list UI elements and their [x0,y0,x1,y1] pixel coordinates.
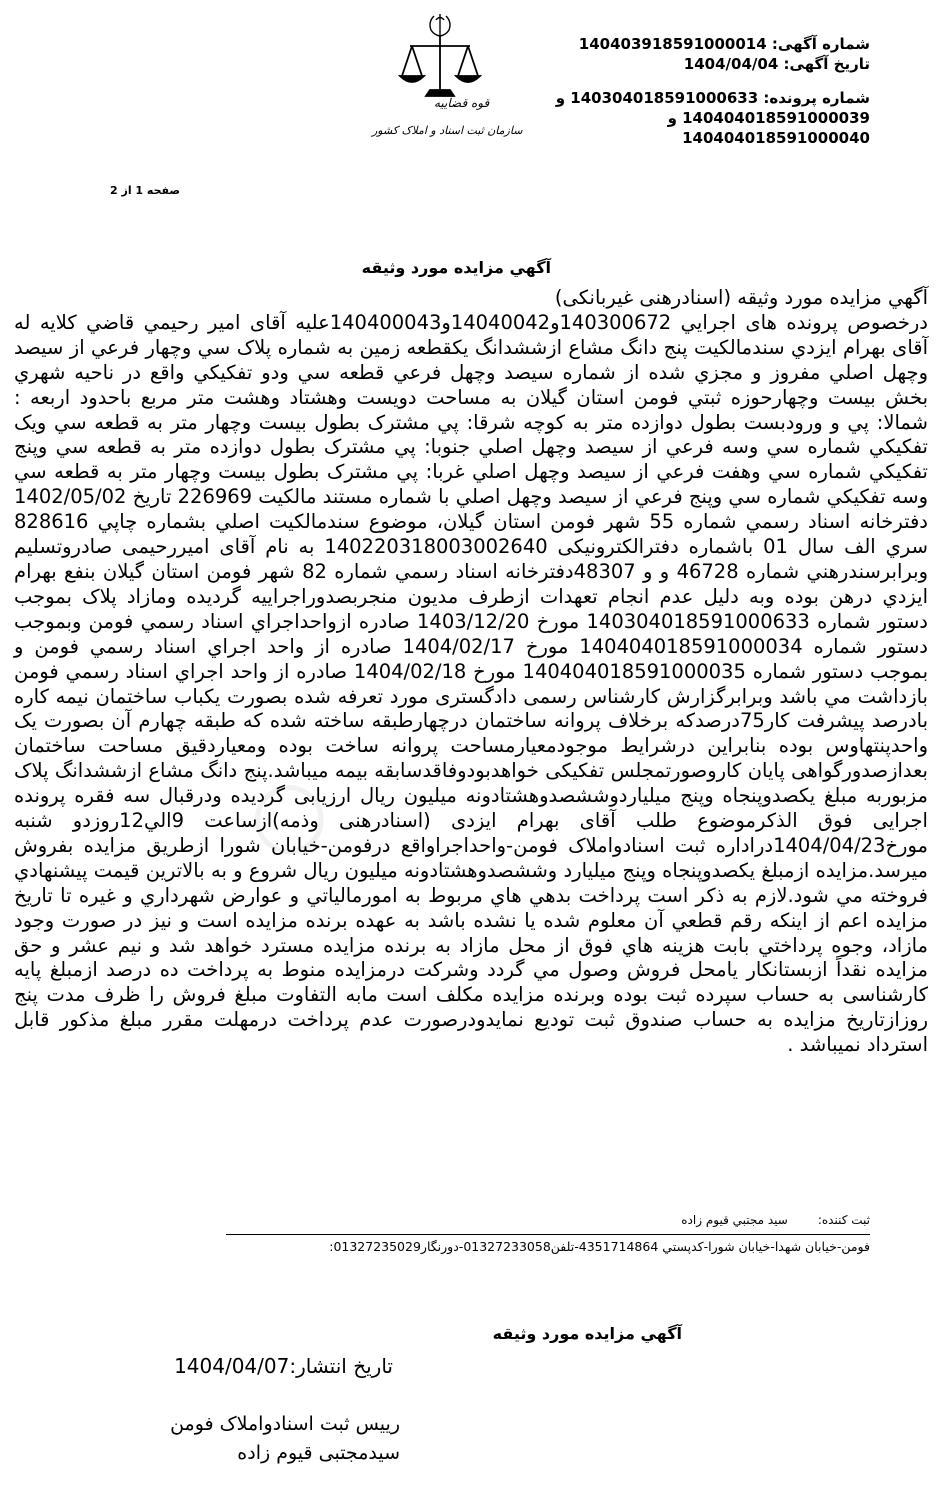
ad-number: 140403918591000014 [578,35,767,53]
emblem-caption-organization: سازمان ثبت اسناد و املاک کشور [372,124,523,137]
notice-subtitle: آگهي مزايده مورد وثيقه (اسنادرهنی غيربانکی) [554,286,928,309]
ad-date-label: تاریخ آگهی: [783,55,870,73]
case-number: 14040401859100004‌0 [682,129,870,147]
page-indicator: صفحه 1 از 2 [110,184,181,197]
notice-paragraph: درخصوص پرونده های اجرايي 140300672و14040042و140400043عليه آقای امير رحيمي قاضي کلايه له آقای بهرام ايزدي سندمالکيت پنج دانگ مشاع ازششدانگ يکقطعه زمين به شماره پلاک سي وچهار فرعي از سيصد وچهل اصلي مفروز و مجزي شده از شماره سيصد وچهل فرعي قطعه سي ودو تفکيکي واقع در ناحيه شهري بخش بيست وچهارحوزه ثبتي فومن استان گيلان به مساحت دويست وهشتاد وهشت متر مربع باحدود اربعه : شمالا: پي و ورودبست بطول دوازده متر به کوچه شرقا: پي مشترک بطول بيست وچهار متر به قطعه سي ويک تفکيکي شماره سي وسه فرعي از سيصد وچهل اصلي جنوبا: پي مشترک بطول دوازده متر به قطعه سي وپنج تفکيکي شماره سي وهفت فرعي از سيصد وچهل اصلي غربا: پي مشترک بطول بيست وچهار متر به قطعه سي وسه تفکيکي شماره سي وپنج فرعي از سيصد وچهل اصلي با شماره مستند مالکيت 226969 تاريخ 1402/05/02 دفترخانه اسناد رسمي شماره 55 شهر فومن استان گيلان، موضوع سندمالکيت اصلي بشماره چاپي 828616 سري الف سال 01 باشماره دفترالکترونيکی 140220318003002640 به نام آقای اميررحيمی صادروتسليم وبرابرسندرهني شماره 46728 و و 48307دفترخانه اسناد رسمي شماره 82 شهر فومن استان گيلان بنفع بهرام ايزدي درهن بوده وبه دليل عدم انجام تعهدات ازطرف مديون منجربصدوراجراييه گرديده ومازاد پلاک بموجب دستور شماره 140304018591000633 مورخ 1403/12/20 صادره ازواحداجراي اسناد رسمي فومن وبموجب دستور شماره 140404018591000034 مورخ 1404/02/17 صادره از واحد اجراي اسناد رسمي فومن و بموجب دستور شماره 140404018591000035 مورخ 1404/02/18 صادره از واحد اجراي اسناد رسمي فومن بازداشت مي باشد وبرابرگزارش کارشناس رسمی دادگستری مورد تعرفه شده بصورت يکباب ساختمان نيمه کاره بادرصد پيشرفت کار75درصدکه برخلاف پروانه ساختمان درچهارطبقه ساخته شده که طبقه چهارم آن بصورت يک واحدپنتهاوس بوده بنابراين درشرايط موجودمعيارمساحت پروانه ساخت بوده ومعياردقيق مساحت ساختمان بعدازصدورگواهی پايان کاروصورتمجلس تفکيکی خواهدبودوفاقدسابقه بيمه ميباشد.پنج دانگ مشاع ازششدانگ پلاک مزبوربه مبلغ يکصدوپنجاه وپنج ميلياردوششصدوهشتادونه ميليون ريال ارزيابی گرديده ودرقبال سه فقره پرونده اجرايی فوق الذکرموضوع طلب آقای بهرام ايزدی (اسنادرهنی وذمه)ازساعت 9الي12روزدو شنبه مورخ1404/04/23دراداره ثبت اسنادواملاک فومن-واحداجراواقع درفومن-خيابان شورا ازطريق مزايده بفروش ميرسد.مزايده ازمبلغ يکصدوپنجاه وپنج ميليارد وششصدوهشتادونه ميليون ريال شروع و به بالاترين قيمت پيشنهادي فروخته مي شود.لازم به ذکر است پرداخت بدهي هاي مربوط به امورمالياتي و عوارض شهرداري و غيره تا تاريخ مزايده اعم از اينکه رقم قطعي آن معلوم شده يا نشده باشد به عهده برنده مزايده است و نيز در صورت وجود مازاد، وجوه پرداختي بابت هزينه هاي فوق از محل مازاد به برنده مزايده مسترد خواهد شد و نيم عشر و حق مزايده نقداً ازبستانکار يامحل فروش وصول مي گردد وشرکت درمزايده منوط به پرداخت ده درصد ازمبلغ پايه کارشناسی به حساب سپرده ثبت بوده وبرنده مزايده مکلف است مابه التفاوت مبلغ فروش را ظرف مدت پنج روزازتاريخ مزايده به حساب صندوق ثبت توديع نمايدودرصورت عدم پرداخت درمهلت مقرر مبلغ مذکور قابل استرداد نميباشد . [14,310,928,1057]
ad-date: 1404/04/04 [683,55,779,73]
watermark: ○ [250,760,329,865]
office-address: فومن-خيابان شهدا-خيابان شورا-کدپستي 4351714864-تلفن01327233058-دورنگار01327235029: [329,1239,870,1254]
notice-body [14,286,928,1058]
ad-number-label: شماره آگهی: [771,35,870,53]
ad-metadata [530,34,870,148]
case-number: 14040401859100003‌9 و [667,109,870,127]
case-number-row [530,88,870,108]
registrar-label: ثبت کننده: [817,1213,870,1227]
case-numbers-label: شماره پرونده: [763,89,870,107]
divider [226,1234,870,1235]
ad-date-row [530,54,870,74]
footer-title: آگهي مزايده مورد وثيقه [492,1324,682,1343]
signatory-name: سيدمجتبی قيوم زاده [237,1442,400,1464]
publication-date: تاريخ انتشار:1404/04/07 [174,1354,393,1378]
case-number-row [530,108,870,128]
emblem-caption-judiciary: قوه قضاییه [434,96,490,110]
case-number: 14030401859100063‌3 و [555,89,759,107]
notice-title: آگهي مزايده مورد وثيقه [361,258,551,277]
signatory-title: رييس ثبت اسنادواملاک فومن [170,1413,400,1435]
registrar-row [681,1213,870,1227]
ad-number-row [530,34,870,54]
registrar-name: سيد مجتبي قيوم زاده [681,1213,788,1227]
organization-emblem [372,6,542,156]
case-number-row [530,128,870,148]
